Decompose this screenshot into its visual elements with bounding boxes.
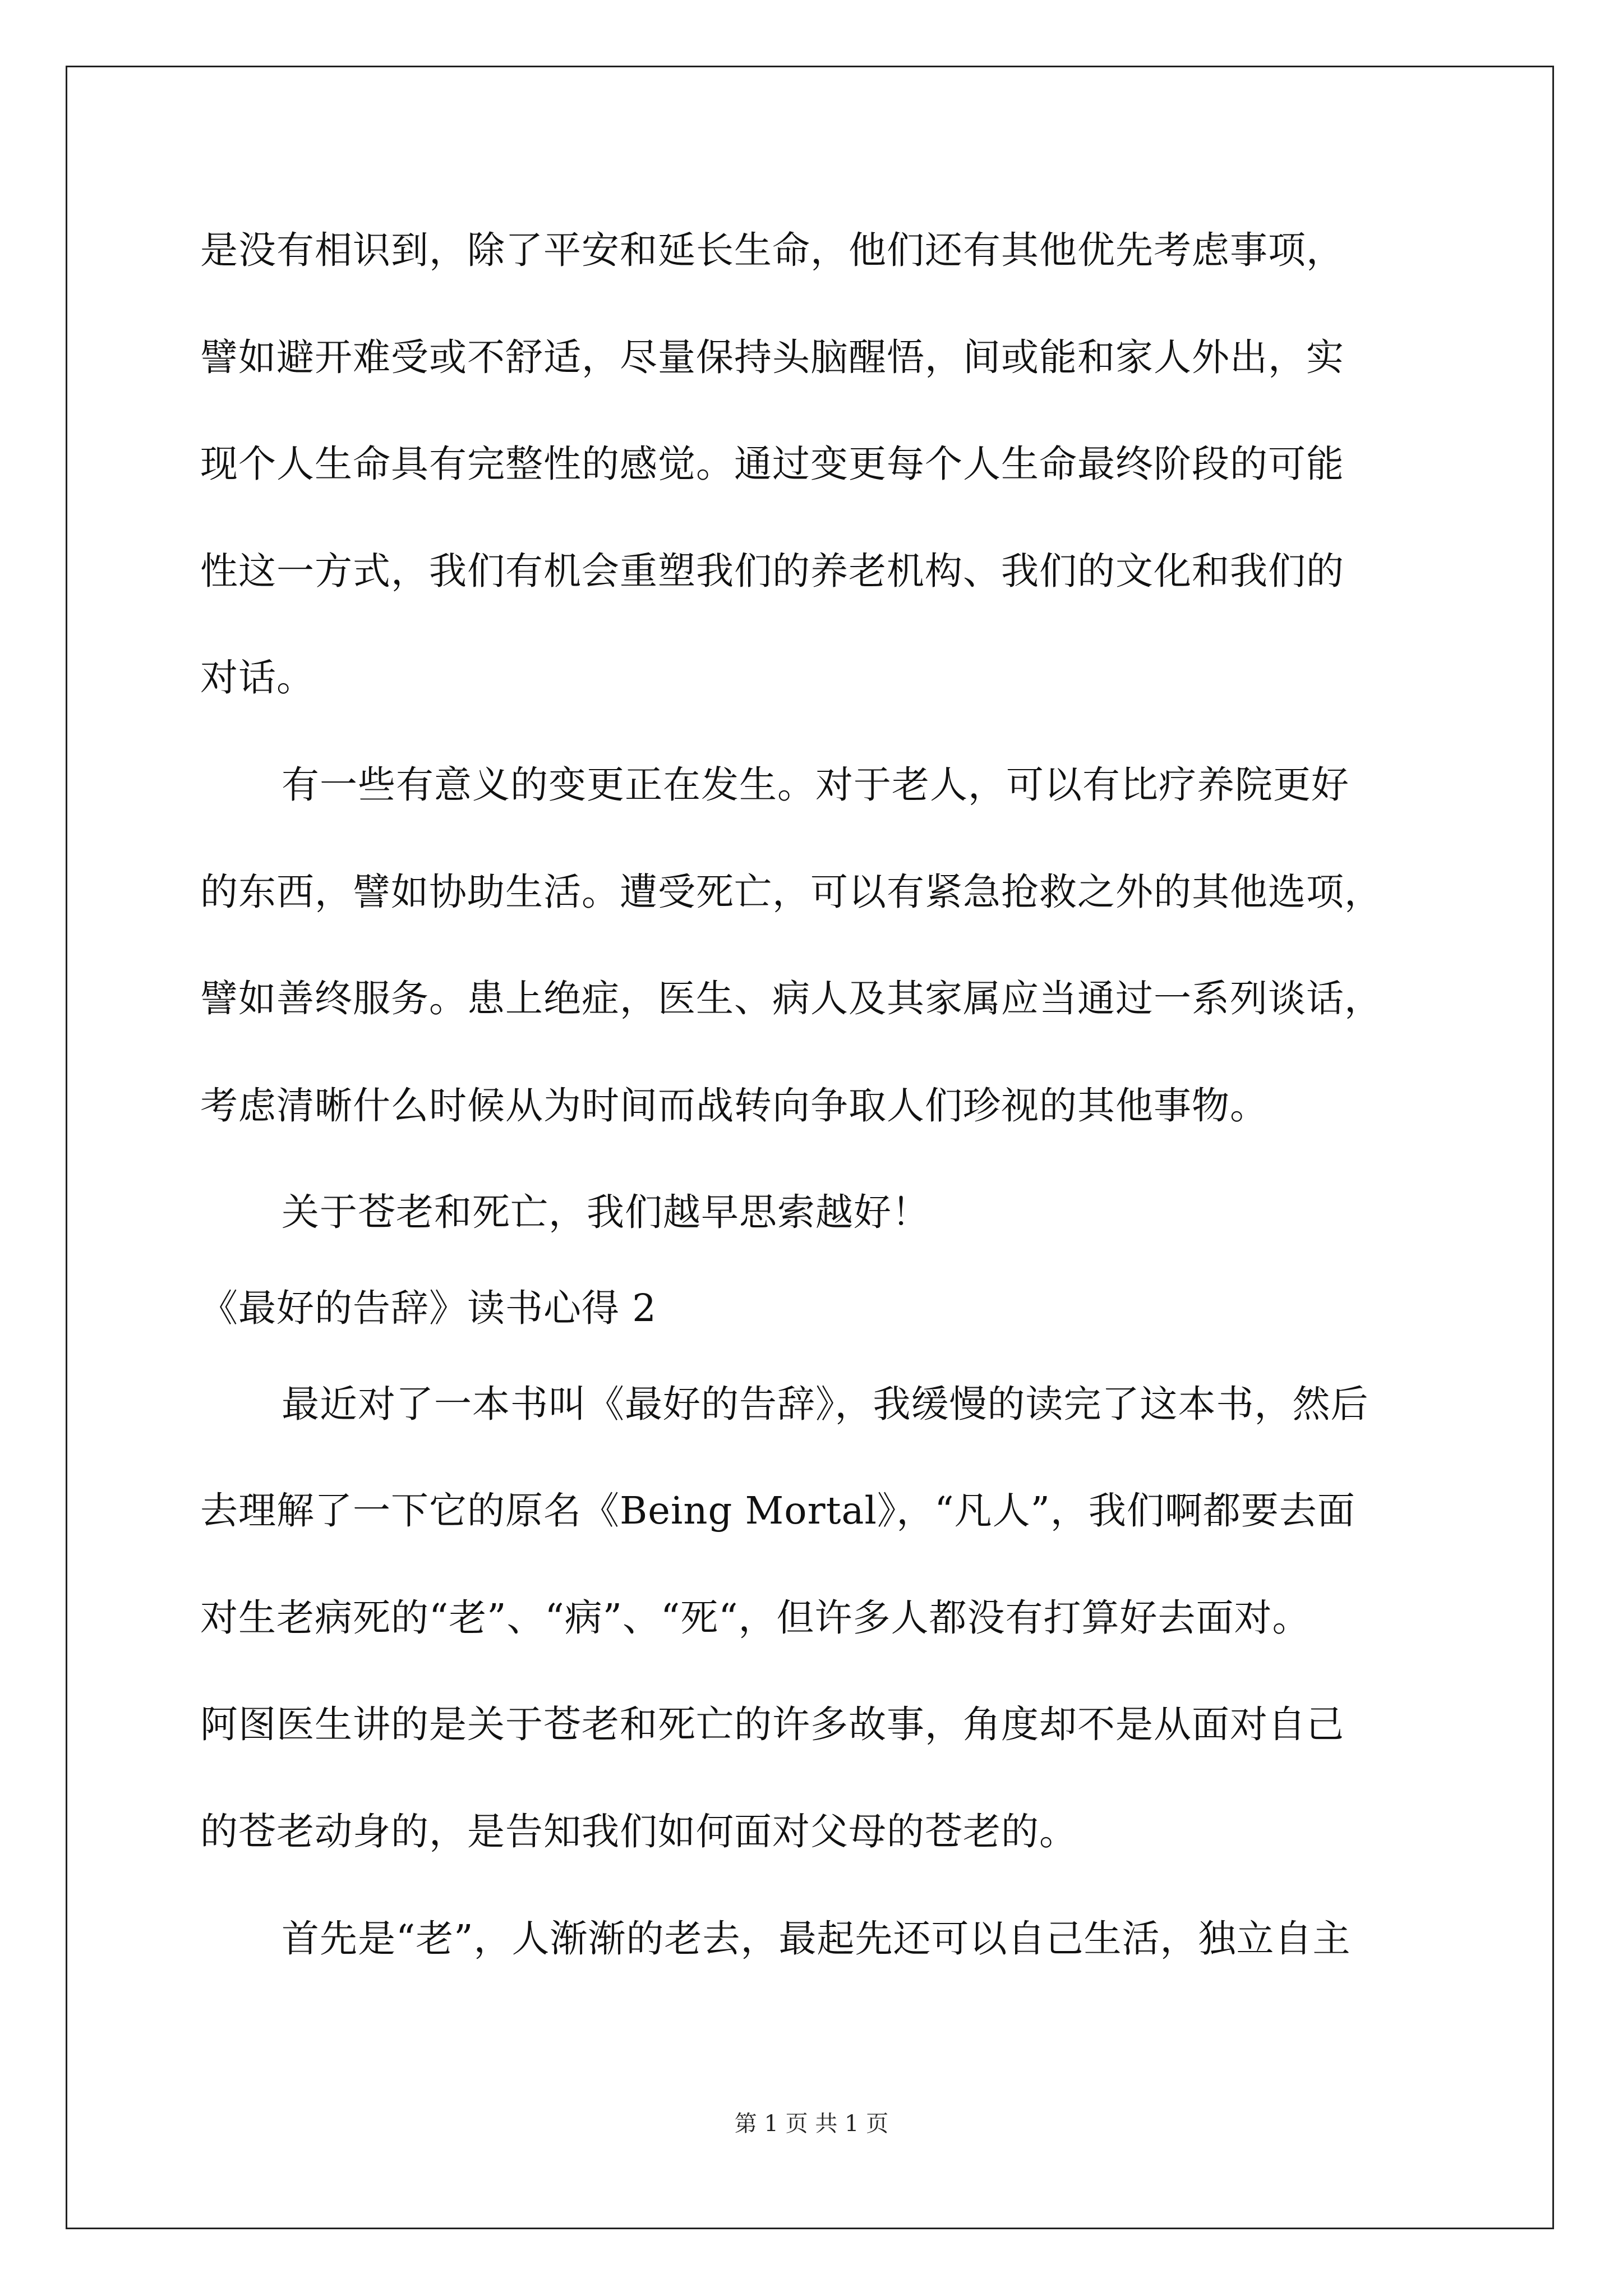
body-text-line: 对话。 [200, 656, 315, 700]
body-text-line: 现个人生命具有完整性的感觉。通过变更每个人生命最终阶段的可能 [200, 442, 1344, 486]
page-footer: 第 1 页 共 1 页 [734, 2111, 889, 2137]
paragraph-first-line: 关于苍老和死亡，我们越早思索越好！ [282, 1190, 930, 1234]
body-text-line: 阿图医生讲的是关于苍老和死亡的许多故事，角度却不是从面对自己 [200, 1703, 1344, 1746]
section-heading: 《最好的告辞》读书心得 2 [200, 1286, 657, 1330]
body-text-line: 的苍老动身的，是告知我们如何面对父母的苍老的。 [200, 1810, 1077, 1853]
paragraph-first-line: 最近对了一本书叫《最好的告辞》，我缓慢的读完了这本书，然后 [282, 1382, 1369, 1426]
paragraph-first-line: 有一些有意义的变更正在发生。对于老人，可以有比疗养院更好 [282, 763, 1349, 807]
body-text-line: 譬如善终服务。患上绝症，医生、病人及其家属应当通过一系列谈话， [200, 977, 1382, 1020]
page-border [66, 66, 1554, 2229]
body-text-line: 对生老病死的“老”、“病”、“死“，但许多人都没有打算好去面对。 [200, 1596, 1311, 1640]
body-text-line: 譬如避开难受或不舒适，尽量保持头脑醒悟，间或能和家人外出，实 [200, 335, 1344, 379]
body-text-line: 考虑清晰什么时候从为时间而战转向争取人们珍视的其他事物。 [200, 1084, 1268, 1128]
body-text-line: 去理解了一下它的原名《Being Mortal》，“凡人”，我们啊都要去面 [200, 1489, 1355, 1533]
body-text-line: 的东西，譬如协助生活。遭受死亡，可以有紧急抢救之外的其他选项， [200, 870, 1382, 914]
body-text-line: 性这一方式，我们有机会重塑我们的养老机构、我们的文化和我们的 [200, 549, 1344, 593]
body-text-line: 是没有相识到，除了平安和延长生命，他们还有其他优先考虑事项， [200, 228, 1344, 272]
paragraph-first-line: 首先是“老”，人渐渐的老去，最起先还可以自己生活，独立自主 [282, 1917, 1351, 1961]
